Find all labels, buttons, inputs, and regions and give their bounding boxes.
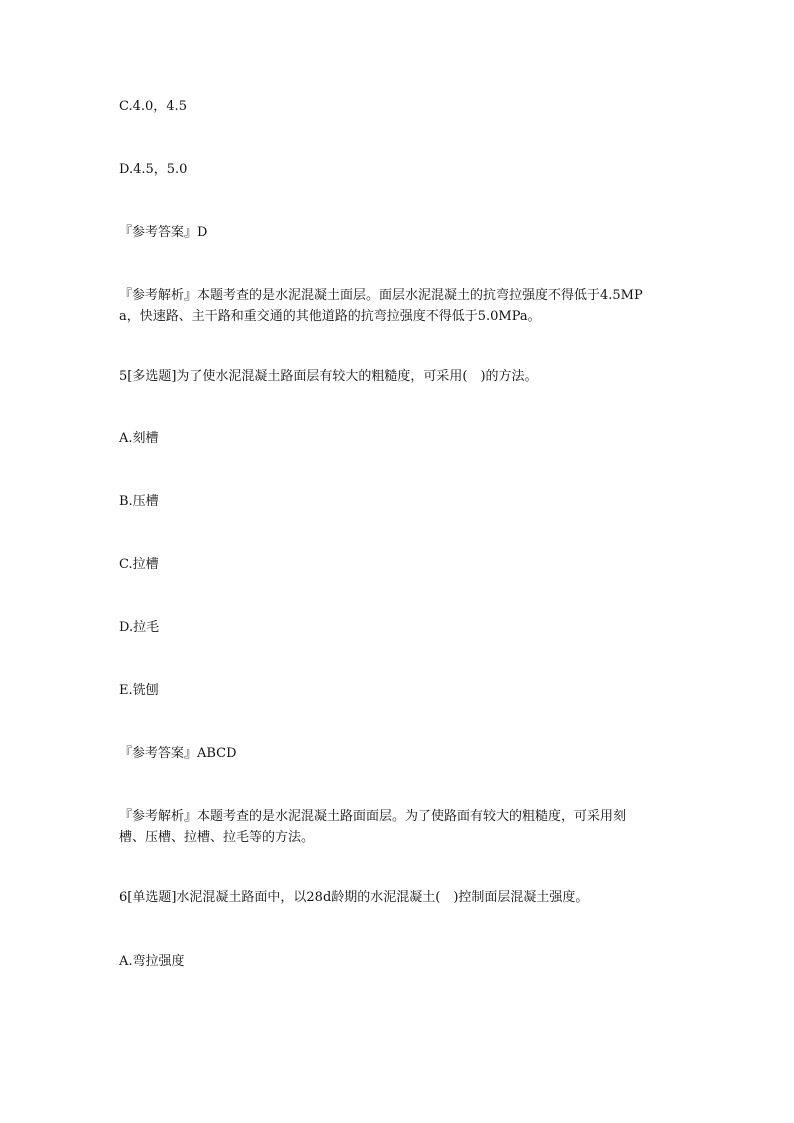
- q4-analysis-line-2: a，快速路、主干路和重交通的其他道路的抗弯拉强度不得低于5.0MPa。: [119, 309, 541, 324]
- q4-option-d: D.4.5，5.0: [119, 162, 188, 177]
- q5-stem: 5[多选题]为了使水泥混凝土路面层有较大的粗糙度，可采用( )的方法。: [119, 369, 538, 384]
- q6-stem: 6[单选题]水泥混凝土路面中，以28d龄期的水泥混凝土( )控制面层混凝土强度。: [119, 890, 589, 905]
- q5-answer: 『参考答案』ABCD: [119, 746, 237, 761]
- q5-option-c: C.拉槽: [119, 557, 159, 572]
- q4-analysis-line-1: 『参考解析』本题考查的是水泥混凝土面层。面层水泥混凝土的抗弯拉强度不得低于4.5MP: [119, 288, 643, 303]
- q5-option-a: A.刻槽: [119, 431, 159, 446]
- q4-option-c: C.4.0，4.5: [119, 99, 187, 114]
- q4-answer: 『参考答案』D: [119, 225, 208, 240]
- q5-option-e: E.铣刨: [119, 683, 159, 698]
- q6-option-a: A.弯拉强度: [119, 954, 185, 969]
- q5-option-b: B.压槽: [119, 494, 159, 509]
- q5-analysis-line-2: 槽、压槽、拉槽、拉毛等的方法。: [119, 830, 315, 845]
- q5-analysis-line-1: 『参考解析』本题考查的是水泥混凝土路面面层。为了使路面有较大的粗糙度，可采用刻: [119, 809, 627, 824]
- q5-option-d: D.拉毛: [119, 620, 160, 635]
